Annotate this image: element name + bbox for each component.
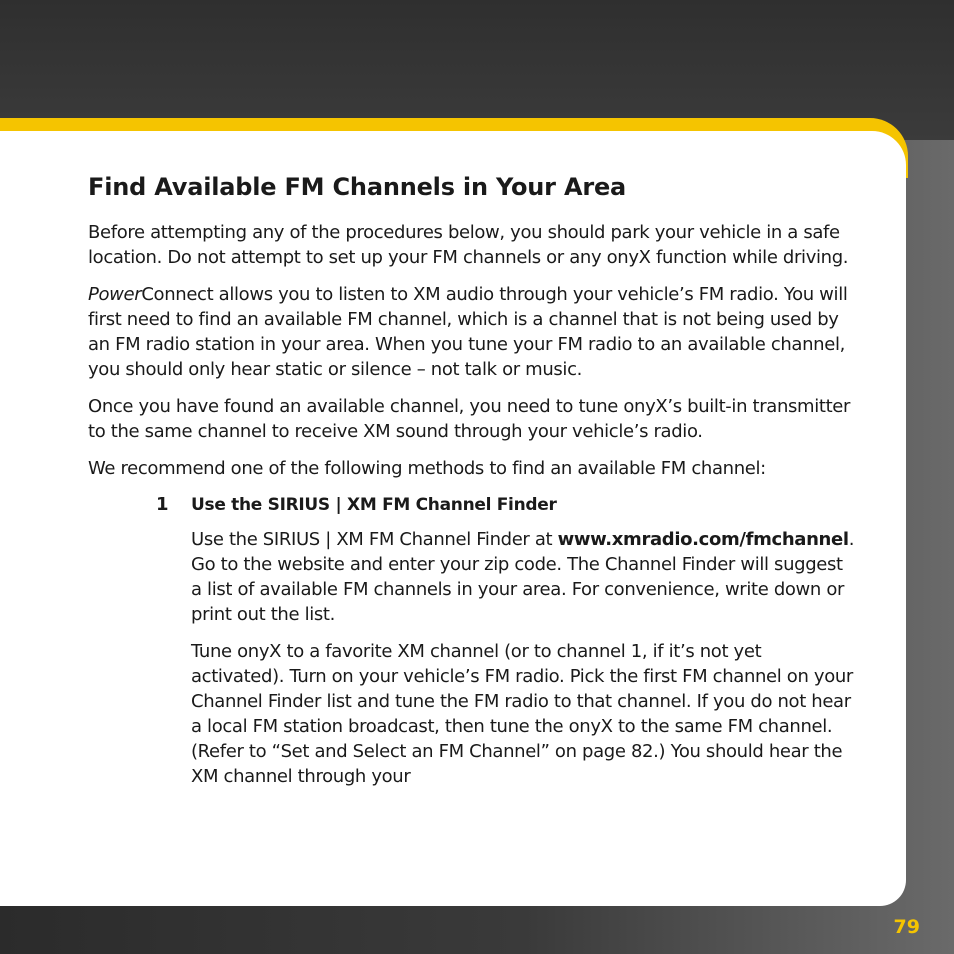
paragraph-safety: Before attempting any of the procedures below, you should park your vehicle in a safe location. Do not attempt to set up your FM channels or any onyX function while driving. <box>88 222 849 268</box>
page-content <box>88 168 858 801</box>
paragraph-transmitter: Once you have found an available channel, you need to tune onyX’s built-in transmitter to the same channel to receive XM sound through your vehicle’s radio. <box>88 396 851 442</box>
step-1-paragraph-1 <box>191 527 858 627</box>
step-1-text-after-link: . Go to the website and enter your zip code. The Channel Finder will suggest a list of available FM channels in your area. For convenience, write down or print out the list. <box>191 529 855 625</box>
page-number: 79 <box>893 916 920 938</box>
powerconnect-italic: Power <box>88 284 142 305</box>
step-1-title: Use the SIRIUS | XM FM Channel Finder <box>191 495 557 515</box>
step-1-number: 1 <box>156 494 169 515</box>
page-title: Find Available FM Channels in Your Area <box>88 173 627 201</box>
step-1 <box>156 493 858 789</box>
paragraph-powerconnect <box>88 282 858 382</box>
paragraph-recommend: We recommend one of the following methods to find an available FM channel: <box>88 458 766 479</box>
step-1-text-before-link: Use the SIRIUS | XM FM Channel Finder at <box>191 529 558 550</box>
powerconnect-text: Connect allows you to listen to XM audio through your vehicle’s FM radio. You will first need to find an available FM channel, which is a channel that is not being used by an FM radio station in your area. When you tune your FM radio to an available channel, you should only hear static or silence – not talk or music. <box>88 284 848 380</box>
step-1-paragraph-2: Tune onyX to a favorite XM channel (or to channel 1, if it’s not yet activated). Turn on your vehicle’s FM radio. Pick the first FM channel on your Channel Finder list and tune the FM radio to that channel. If you do not hear a local FM station broadcast, then tune the onyX to the same FM channel. (Refer to “Set and Select an FM Channel” on page 82.) You should hear the XM channel through your <box>191 641 853 787</box>
step-1-heading <box>156 493 858 517</box>
channel-finder-link[interactable]: www.xmradio.com/fmchannel <box>557 529 849 550</box>
step-1-body <box>191 527 858 789</box>
